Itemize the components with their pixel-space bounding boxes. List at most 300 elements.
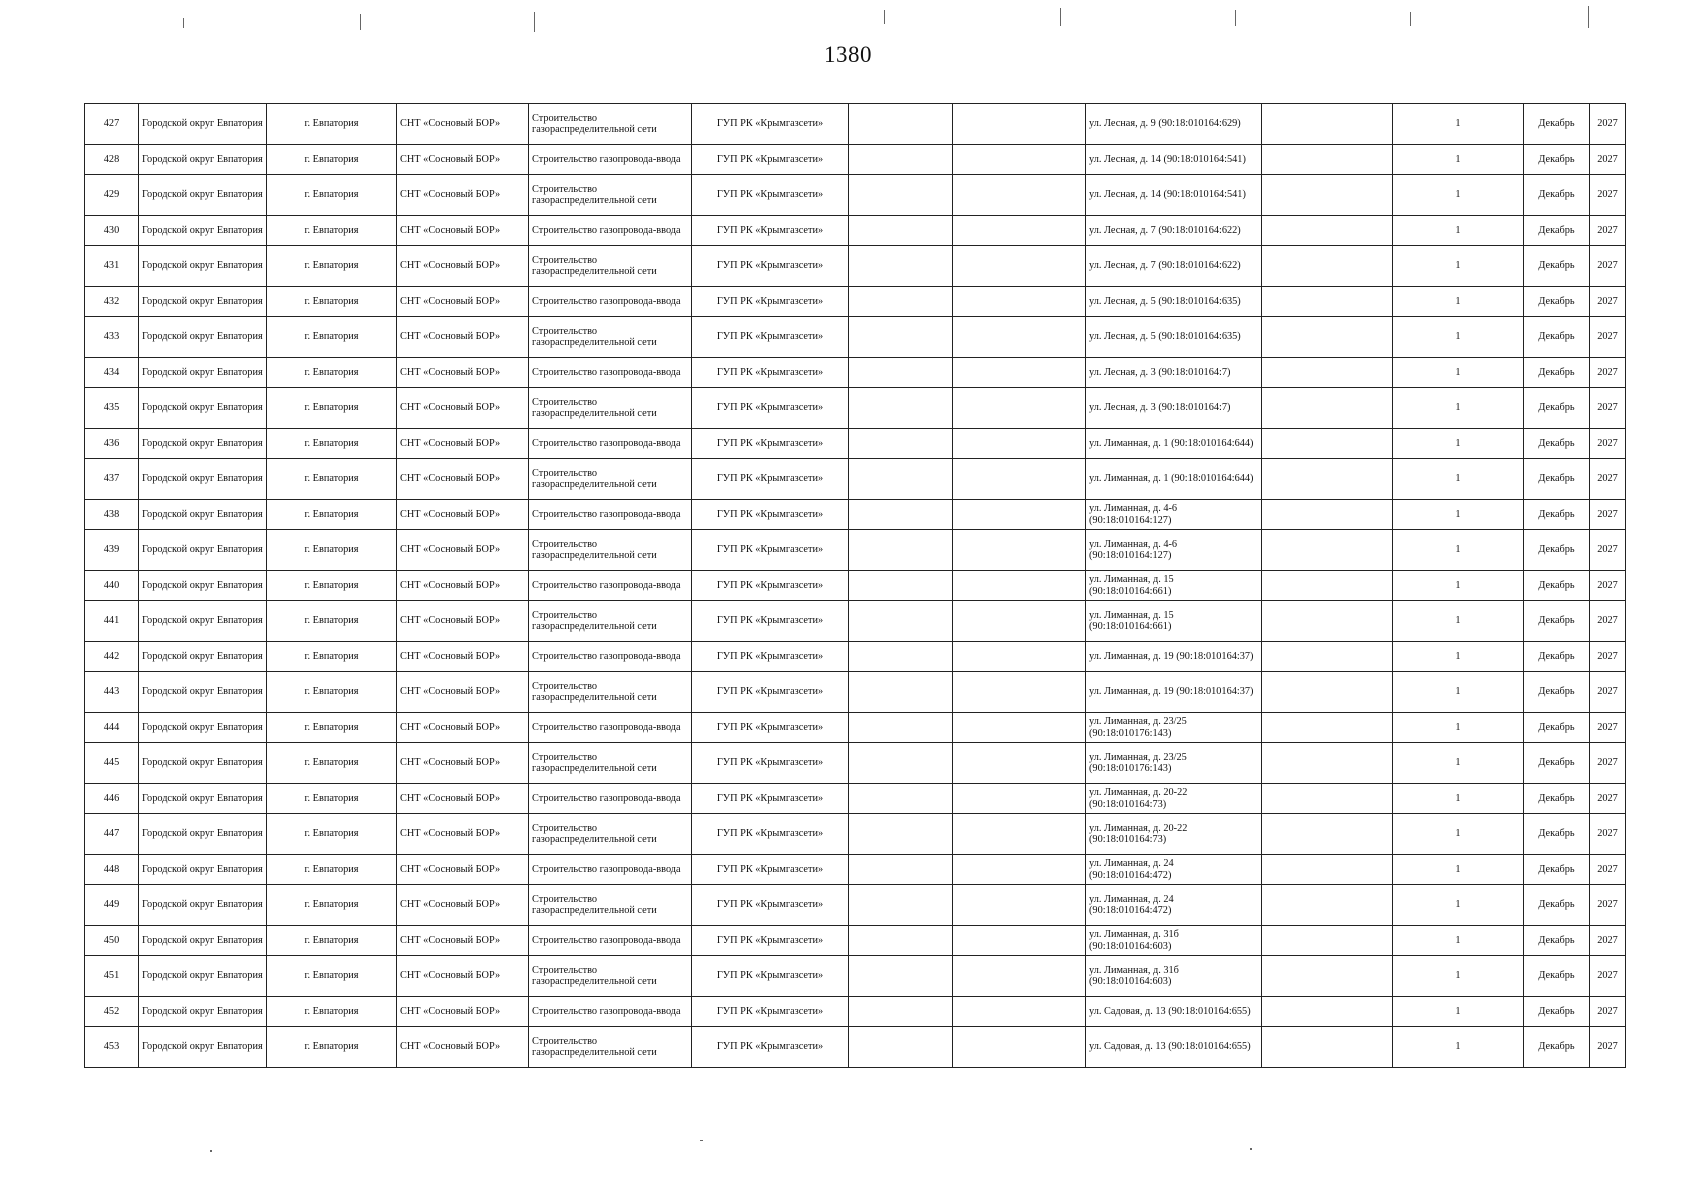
organization-cell: ГУП РК «Крымгазсети»	[692, 530, 849, 571]
snt-cell: СНТ «Сосновый БОР»	[397, 500, 529, 530]
address-cell: ул. Лесная, д. 7 (90:18:010164:622)	[1086, 216, 1262, 246]
year-cell: 2027	[1590, 175, 1626, 216]
district-cell: Городской округ Евпатория	[139, 1027, 267, 1068]
address-cell: ул. Лиманная, д. 20-22 (90:18:010164:73)	[1086, 814, 1262, 855]
row-number: 429	[85, 175, 139, 216]
district-cell: Городской округ Евпатория	[139, 530, 267, 571]
year-cell: 2027	[1590, 926, 1626, 956]
city-cell: г. Евпатория	[267, 246, 397, 287]
year-cell: 2027	[1590, 956, 1626, 997]
quantity-cell: 1	[1393, 104, 1524, 145]
district-cell: Городской округ Евпатория	[139, 571, 267, 601]
empty-cell	[849, 814, 953, 855]
city-cell: г. Евпатория	[267, 601, 397, 642]
organization-cell: ГУП РК «Крымгазсети»	[692, 287, 849, 317]
scan-speck	[360, 14, 361, 30]
empty-cell	[953, 145, 1086, 175]
empty-cell	[1262, 601, 1393, 642]
organization-cell: ГУП РК «Крымгазсети»	[692, 145, 849, 175]
snt-cell: СНТ «Сосновый БОР»	[397, 429, 529, 459]
empty-cell	[1262, 956, 1393, 997]
row-number: 452	[85, 997, 139, 1027]
work-type-cell: Строительство газопровода-ввода	[529, 145, 692, 175]
quantity-cell: 1	[1393, 459, 1524, 500]
snt-cell: СНТ «Сосновый БОР»	[397, 855, 529, 885]
empty-cell	[1262, 459, 1393, 500]
row-number: 428	[85, 145, 139, 175]
row-number: 438	[85, 500, 139, 530]
empty-cell	[953, 814, 1086, 855]
quantity-cell: 1	[1393, 358, 1524, 388]
city-cell: г. Евпатория	[267, 388, 397, 429]
organization-cell: ГУП РК «Крымгазсети»	[692, 388, 849, 429]
snt-cell: СНТ «Сосновый БОР»	[397, 104, 529, 145]
city-cell: г. Евпатория	[267, 642, 397, 672]
table-row	[85, 530, 1626, 571]
month-cell: Декабрь	[1524, 429, 1590, 459]
city-cell: г. Евпатория	[267, 926, 397, 956]
month-cell: Декабрь	[1524, 743, 1590, 784]
year-cell: 2027	[1590, 145, 1626, 175]
month-cell: Декабрь	[1524, 713, 1590, 743]
empty-cell	[1262, 997, 1393, 1027]
quantity-cell: 1	[1393, 216, 1524, 246]
empty-cell	[849, 855, 953, 885]
city-cell: г. Евпатория	[267, 713, 397, 743]
organization-cell: ГУП РК «Крымгазсети»	[692, 713, 849, 743]
year-cell: 2027	[1590, 855, 1626, 885]
district-cell: Городской округ Евпатория	[139, 358, 267, 388]
district-cell: Городской округ Евпатория	[139, 743, 267, 784]
row-number: 440	[85, 571, 139, 601]
scan-speck	[1410, 12, 1411, 26]
month-cell: Декабрь	[1524, 855, 1590, 885]
month-cell: Декабрь	[1524, 388, 1590, 429]
city-cell: г. Евпатория	[267, 175, 397, 216]
district-cell: Городской округ Евпатория	[139, 997, 267, 1027]
empty-cell	[953, 642, 1086, 672]
table-row	[85, 358, 1626, 388]
month-cell: Декабрь	[1524, 459, 1590, 500]
table-row	[85, 956, 1626, 997]
organization-cell: ГУП РК «Крымгазсети»	[692, 885, 849, 926]
organization-cell: ГУП РК «Крымгазсети»	[692, 997, 849, 1027]
city-cell: г. Евпатория	[267, 358, 397, 388]
empty-cell	[849, 216, 953, 246]
organization-cell: ГУП РК «Крымгазсети»	[692, 459, 849, 500]
month-cell: Декабрь	[1524, 997, 1590, 1027]
month-cell: Декабрь	[1524, 642, 1590, 672]
work-type-cell: Строительство газопровода-ввода	[529, 926, 692, 956]
table-row	[85, 104, 1626, 145]
row-number: 443	[85, 672, 139, 713]
month-cell: Декабрь	[1524, 358, 1590, 388]
organization-cell: ГУП РК «Крымгазсети»	[692, 317, 849, 358]
work-type-cell: Строительство газораспределительной сети	[529, 672, 692, 713]
address-cell: ул. Лесная, д. 5 (90:18:010164:635)	[1086, 287, 1262, 317]
row-number: 432	[85, 287, 139, 317]
table-row	[85, 743, 1626, 784]
table-row	[85, 1027, 1626, 1068]
snt-cell: СНТ «Сосновый БОР»	[397, 997, 529, 1027]
table-row	[85, 713, 1626, 743]
row-number: 436	[85, 429, 139, 459]
empty-cell	[1262, 530, 1393, 571]
quantity-cell: 1	[1393, 175, 1524, 216]
row-number: 435	[85, 388, 139, 429]
snt-cell: СНТ «Сосновый БОР»	[397, 885, 529, 926]
empty-cell	[1262, 713, 1393, 743]
row-number: 433	[85, 317, 139, 358]
year-cell: 2027	[1590, 571, 1626, 601]
quantity-cell: 1	[1393, 1027, 1524, 1068]
city-cell: г. Евпатория	[267, 429, 397, 459]
district-cell: Городской округ Евпатория	[139, 459, 267, 500]
empty-cell	[953, 246, 1086, 287]
work-type-cell: Строительство газопровода-ввода	[529, 997, 692, 1027]
district-cell: Городской округ Евпатория	[139, 388, 267, 429]
organization-cell: ГУП РК «Крымгазсети»	[692, 104, 849, 145]
city-cell: г. Евпатория	[267, 287, 397, 317]
table-row	[85, 459, 1626, 500]
year-cell: 2027	[1590, 601, 1626, 642]
quantity-cell: 1	[1393, 642, 1524, 672]
address-cell: ул. Лиманная, д. 20-22 (90:18:010164:73)	[1086, 784, 1262, 814]
scan-speck	[1588, 6, 1589, 28]
work-type-cell: Строительство газопровода-ввода	[529, 642, 692, 672]
gas-construction-table	[84, 103, 1626, 1068]
row-number: 442	[85, 642, 139, 672]
row-number: 437	[85, 459, 139, 500]
work-type-cell: Строительство газораспределительной сети	[529, 175, 692, 216]
month-cell: Декабрь	[1524, 246, 1590, 287]
table-body	[85, 104, 1626, 1068]
quantity-cell: 1	[1393, 997, 1524, 1027]
empty-cell	[1262, 672, 1393, 713]
table-row	[85, 926, 1626, 956]
quantity-cell: 1	[1393, 145, 1524, 175]
address-cell: ул. Лиманная, д. 24 (90:18:010164:472)	[1086, 885, 1262, 926]
year-cell: 2027	[1590, 429, 1626, 459]
organization-cell: ГУП РК «Крымгазсети»	[692, 855, 849, 885]
district-cell: Городской округ Евпатория	[139, 429, 267, 459]
year-cell: 2027	[1590, 885, 1626, 926]
year-cell: 2027	[1590, 246, 1626, 287]
address-cell: ул. Лесная, д. 14 (90:18:010164:541)	[1086, 145, 1262, 175]
empty-cell	[849, 885, 953, 926]
empty-cell	[849, 246, 953, 287]
year-cell: 2027	[1590, 530, 1626, 571]
district-cell: Городской округ Евпатория	[139, 216, 267, 246]
work-type-cell: Строительство газораспределительной сети	[529, 814, 692, 855]
quantity-cell: 1	[1393, 855, 1524, 885]
work-type-cell: Строительство газораспределительной сети	[529, 530, 692, 571]
empty-cell	[849, 571, 953, 601]
address-cell: ул. Лесная, д. 14 (90:18:010164:541)	[1086, 175, 1262, 216]
snt-cell: СНТ «Сосновый БОР»	[397, 926, 529, 956]
organization-cell: ГУП РК «Крымгазсети»	[692, 216, 849, 246]
organization-cell: ГУП РК «Крымгазсети»	[692, 429, 849, 459]
row-number: 444	[85, 713, 139, 743]
table-row	[85, 571, 1626, 601]
empty-cell	[849, 104, 953, 145]
table-row	[85, 997, 1626, 1027]
year-cell: 2027	[1590, 713, 1626, 743]
empty-cell	[953, 713, 1086, 743]
district-cell: Городской округ Евпатория	[139, 287, 267, 317]
quantity-cell: 1	[1393, 429, 1524, 459]
snt-cell: СНТ «Сосновый БОР»	[397, 388, 529, 429]
table-row	[85, 672, 1626, 713]
quantity-cell: 1	[1393, 885, 1524, 926]
organization-cell: ГУП РК «Крымгазсети»	[692, 1027, 849, 1068]
month-cell: Декабрь	[1524, 784, 1590, 814]
snt-cell: СНТ «Сосновый БОР»	[397, 672, 529, 713]
organization-cell: ГУП РК «Крымгазсети»	[692, 743, 849, 784]
snt-cell: СНТ «Сосновый БОР»	[397, 784, 529, 814]
empty-cell	[849, 926, 953, 956]
empty-cell	[1262, 784, 1393, 814]
month-cell: Декабрь	[1524, 317, 1590, 358]
snt-cell: СНТ «Сосновый БОР»	[397, 713, 529, 743]
empty-cell	[953, 885, 1086, 926]
scan-speck	[183, 18, 184, 28]
row-number: 447	[85, 814, 139, 855]
empty-cell	[1262, 358, 1393, 388]
row-number: 445	[85, 743, 139, 784]
month-cell: Декабрь	[1524, 145, 1590, 175]
year-cell: 2027	[1590, 459, 1626, 500]
year-cell: 2027	[1590, 642, 1626, 672]
work-type-cell: Строительство газопровода-ввода	[529, 855, 692, 885]
empty-cell	[953, 175, 1086, 216]
quantity-cell: 1	[1393, 956, 1524, 997]
row-number: 448	[85, 855, 139, 885]
scan-speck	[1250, 1148, 1252, 1150]
scan-speck	[1235, 10, 1236, 26]
work-type-cell: Строительство газораспределительной сети	[529, 317, 692, 358]
month-cell: Декабрь	[1524, 601, 1590, 642]
empty-cell	[1262, 571, 1393, 601]
month-cell: Декабрь	[1524, 500, 1590, 530]
district-cell: Городской округ Евпатория	[139, 926, 267, 956]
row-number: 450	[85, 926, 139, 956]
district-cell: Городской округ Евпатория	[139, 855, 267, 885]
snt-cell: СНТ «Сосновый БОР»	[397, 571, 529, 601]
empty-cell	[849, 175, 953, 216]
address-cell: ул. Лесная, д. 3 (90:18:010164:7)	[1086, 388, 1262, 429]
district-cell: Городской округ Евпатория	[139, 956, 267, 997]
address-cell: ул. Лиманная, д. 24 (90:18:010164:472)	[1086, 855, 1262, 885]
month-cell: Декабрь	[1524, 926, 1590, 956]
empty-cell	[1262, 642, 1393, 672]
month-cell: Декабрь	[1524, 956, 1590, 997]
empty-cell	[953, 997, 1086, 1027]
empty-cell	[849, 358, 953, 388]
quantity-cell: 1	[1393, 743, 1524, 784]
snt-cell: СНТ «Сосновый БОР»	[397, 642, 529, 672]
scan-speck	[534, 12, 535, 32]
row-number: 449	[85, 885, 139, 926]
work-type-cell: Строительство газопровода-ввода	[529, 713, 692, 743]
table-row	[85, 388, 1626, 429]
work-type-cell: Строительство газопровода-ввода	[529, 784, 692, 814]
snt-cell: СНТ «Сосновый БОР»	[397, 956, 529, 997]
district-cell: Городской округ Евпатория	[139, 317, 267, 358]
snt-cell: СНТ «Сосновый БОР»	[397, 317, 529, 358]
work-type-cell: Строительство газораспределительной сети	[529, 956, 692, 997]
row-number: 446	[85, 784, 139, 814]
work-type-cell: Строительство газопровода-ввода	[529, 429, 692, 459]
year-cell: 2027	[1590, 672, 1626, 713]
district-cell: Городской округ Евпатория	[139, 814, 267, 855]
table-row	[85, 784, 1626, 814]
empty-cell	[953, 743, 1086, 784]
month-cell: Декабрь	[1524, 1027, 1590, 1068]
empty-cell	[953, 855, 1086, 885]
work-type-cell: Строительство газопровода-ввода	[529, 500, 692, 530]
city-cell: г. Евпатория	[267, 997, 397, 1027]
table-row	[85, 287, 1626, 317]
address-cell: ул. Лиманная, д. 23/25 (90:18:010176:143)	[1086, 743, 1262, 784]
year-cell: 2027	[1590, 216, 1626, 246]
scan-speck	[884, 10, 885, 24]
empty-cell	[1262, 216, 1393, 246]
empty-cell	[1262, 855, 1393, 885]
district-cell: Городской округ Евпатория	[139, 104, 267, 145]
work-type-cell: Строительство газопровода-ввода	[529, 571, 692, 601]
snt-cell: СНТ «Сосновый БОР»	[397, 216, 529, 246]
empty-cell	[849, 530, 953, 571]
table-row	[85, 814, 1626, 855]
table-row	[85, 145, 1626, 175]
empty-cell	[1262, 926, 1393, 956]
month-cell: Декабрь	[1524, 885, 1590, 926]
address-cell: ул. Лесная, д. 7 (90:18:010164:622)	[1086, 246, 1262, 287]
empty-cell	[1262, 743, 1393, 784]
city-cell: г. Евпатория	[267, 956, 397, 997]
district-cell: Городской округ Евпатория	[139, 642, 267, 672]
quantity-cell: 1	[1393, 246, 1524, 287]
empty-cell	[849, 784, 953, 814]
address-cell: ул. Лиманная, д. 31б (90:18:010164:603)	[1086, 956, 1262, 997]
empty-cell	[1262, 104, 1393, 145]
month-cell: Декабрь	[1524, 287, 1590, 317]
work-type-cell: Строительство газопровода-ввода	[529, 358, 692, 388]
address-cell: ул. Лиманная, д. 4-6 (90:18:010164:127)	[1086, 500, 1262, 530]
snt-cell: СНТ «Сосновый БОР»	[397, 530, 529, 571]
table-row	[85, 500, 1626, 530]
table-row	[85, 855, 1626, 885]
organization-cell: ГУП РК «Крымгазсети»	[692, 814, 849, 855]
scan-speck	[700, 1140, 703, 1141]
scan-speck	[210, 1150, 212, 1152]
empty-cell	[953, 956, 1086, 997]
empty-cell	[1262, 287, 1393, 317]
row-number: 434	[85, 358, 139, 388]
district-cell: Городской округ Евпатория	[139, 784, 267, 814]
empty-cell	[1262, 317, 1393, 358]
month-cell: Декабрь	[1524, 814, 1590, 855]
city-cell: г. Евпатория	[267, 743, 397, 784]
city-cell: г. Евпатория	[267, 317, 397, 358]
organization-cell: ГУП РК «Крымгазсети»	[692, 246, 849, 287]
district-cell: Городской округ Евпатория	[139, 175, 267, 216]
snt-cell: СНТ «Сосновый БОР»	[397, 246, 529, 287]
row-number: 439	[85, 530, 139, 571]
empty-cell	[953, 926, 1086, 956]
month-cell: Декабрь	[1524, 672, 1590, 713]
address-cell: ул. Лесная, д. 9 (90:18:010164:629)	[1086, 104, 1262, 145]
address-cell: ул. Лиманная, д. 19 (90:18:010164:37)	[1086, 672, 1262, 713]
address-cell: ул. Лиманная, д. 19 (90:18:010164:37)	[1086, 642, 1262, 672]
empty-cell	[849, 713, 953, 743]
month-cell: Декабрь	[1524, 175, 1590, 216]
table-row	[85, 601, 1626, 642]
city-cell: г. Евпатория	[267, 500, 397, 530]
city-cell: г. Евпатория	[267, 855, 397, 885]
snt-cell: СНТ «Сосновый БОР»	[397, 743, 529, 784]
address-cell: ул. Лиманная, д. 23/25 (90:18:010176:143)	[1086, 713, 1262, 743]
organization-cell: ГУП РК «Крымгазсети»	[692, 571, 849, 601]
address-cell: ул. Лиманная, д. 1 (90:18:010164:644)	[1086, 459, 1262, 500]
empty-cell	[849, 500, 953, 530]
city-cell: г. Евпатория	[267, 885, 397, 926]
year-cell: 2027	[1590, 104, 1626, 145]
empty-cell	[953, 429, 1086, 459]
row-number: 430	[85, 216, 139, 246]
table-row	[85, 216, 1626, 246]
month-cell: Декабрь	[1524, 530, 1590, 571]
row-number: 427	[85, 104, 139, 145]
empty-cell	[849, 672, 953, 713]
snt-cell: СНТ «Сосновый БОР»	[397, 601, 529, 642]
city-cell: г. Евпатория	[267, 459, 397, 500]
district-cell: Городской округ Евпатория	[139, 885, 267, 926]
quantity-cell: 1	[1393, 601, 1524, 642]
empty-cell	[849, 997, 953, 1027]
year-cell: 2027	[1590, 388, 1626, 429]
organization-cell: ГУП РК «Крымгазсети»	[692, 956, 849, 997]
address-cell: ул. Садовая, д. 13 (90:18:010164:655)	[1086, 1027, 1262, 1068]
year-cell: 2027	[1590, 500, 1626, 530]
empty-cell	[953, 530, 1086, 571]
snt-cell: СНТ «Сосновый БОР»	[397, 175, 529, 216]
city-cell: г. Евпатория	[267, 784, 397, 814]
year-cell: 2027	[1590, 784, 1626, 814]
empty-cell	[953, 388, 1086, 429]
snt-cell: СНТ «Сосновый БОР»	[397, 814, 529, 855]
snt-cell: СНТ «Сосновый БОР»	[397, 145, 529, 175]
quantity-cell: 1	[1393, 571, 1524, 601]
row-number: 431	[85, 246, 139, 287]
scan-speck	[1060, 8, 1061, 26]
empty-cell	[1262, 246, 1393, 287]
month-cell: Декабрь	[1524, 571, 1590, 601]
work-type-cell: Строительство газопровода-ввода	[529, 216, 692, 246]
empty-cell	[1262, 885, 1393, 926]
page-number: 1380	[824, 42, 872, 67]
snt-cell: СНТ «Сосновый БОР»	[397, 287, 529, 317]
organization-cell: ГУП РК «Крымгазсети»	[692, 358, 849, 388]
district-cell: Городской округ Евпатория	[139, 500, 267, 530]
empty-cell	[1262, 388, 1393, 429]
quantity-cell: 1	[1393, 287, 1524, 317]
city-cell: г. Евпатория	[267, 1027, 397, 1068]
empty-cell	[849, 145, 953, 175]
city-cell: г. Евпатория	[267, 672, 397, 713]
empty-cell	[1262, 1027, 1393, 1068]
